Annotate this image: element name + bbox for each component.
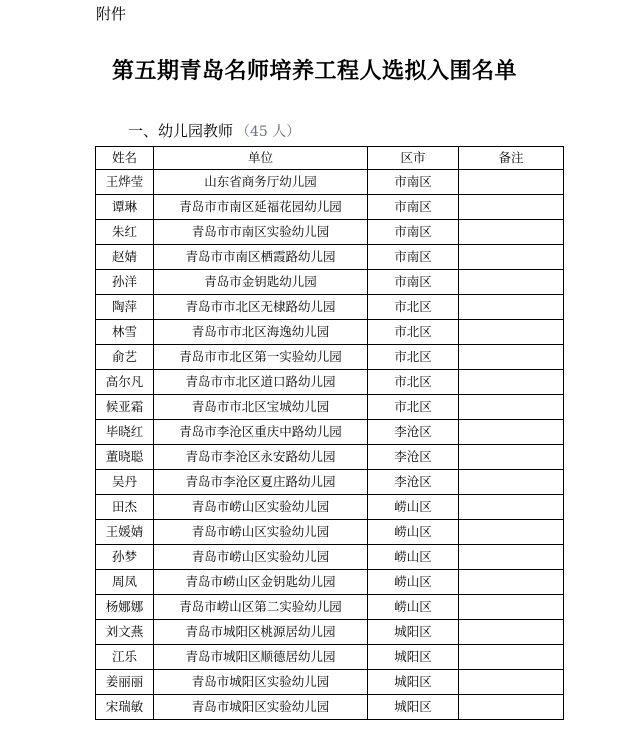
cell-unit: 青岛市崂山区金钥匙幼儿园 (154, 570, 368, 595)
cell-remarks (459, 545, 564, 570)
cell-district: 市南区 (368, 245, 459, 270)
cell-unit: 青岛市城阳区顺德居幼儿园 (154, 645, 368, 670)
table-row (96, 270, 564, 295)
cell-unit: 山东省商务厅幼儿园 (154, 170, 368, 195)
cell-remarks (459, 620, 564, 645)
section-heading-text: 一、幼儿园教师 (128, 122, 234, 140)
cell-remarks (459, 420, 564, 445)
cell-name: 高尔凡 (96, 370, 154, 395)
cell-district: 城阳区 (368, 645, 459, 670)
cell-district: 崂山区 (368, 545, 459, 570)
header-unit: 单位 (154, 147, 368, 170)
table-row (96, 545, 564, 570)
cell-remarks (459, 170, 564, 195)
table-row (96, 345, 564, 370)
cell-unit: 青岛市李沧区夏庄路幼儿园 (154, 470, 368, 495)
cell-district: 城阳区 (368, 620, 459, 645)
cell-district: 李沧区 (368, 445, 459, 470)
cell-unit: 青岛市市南区栖霞路幼儿园 (154, 245, 368, 270)
table-row (96, 320, 564, 345)
table-row (96, 470, 564, 495)
cell-district: 市南区 (368, 170, 459, 195)
cell-remarks (459, 570, 564, 595)
cell-unit: 青岛市崂山区第二实验幼儿园 (154, 595, 368, 620)
cell-remarks (459, 670, 564, 695)
cell-remarks (459, 320, 564, 345)
table-row (96, 620, 564, 645)
cell-name: 赵婧 (96, 245, 154, 270)
table-row (96, 245, 564, 270)
table-header-row (96, 147, 564, 170)
cell-name: 孙洋 (96, 270, 154, 295)
cell-district: 市北区 (368, 320, 459, 345)
cell-district: 李沧区 (368, 420, 459, 445)
table-row (96, 395, 564, 420)
cell-remarks (459, 645, 564, 670)
cell-unit: 青岛市崂山区实验幼儿园 (154, 545, 368, 570)
cell-district: 市南区 (368, 270, 459, 295)
table-row (96, 570, 564, 595)
cell-name: 田杰 (96, 495, 154, 520)
cell-remarks (459, 220, 564, 245)
cell-remarks (459, 495, 564, 520)
table-row (96, 170, 564, 195)
cell-name: 孙梦 (96, 545, 154, 570)
cell-district: 崂山区 (368, 495, 459, 520)
table-row (96, 495, 564, 520)
cell-remarks (459, 370, 564, 395)
cell-district: 市北区 (368, 345, 459, 370)
cell-remarks (459, 695, 564, 720)
cell-unit: 青岛市市南区实验幼儿园 (154, 220, 368, 245)
cell-district: 城阳区 (368, 695, 459, 720)
section-count: （45 人） (236, 124, 301, 140)
cell-remarks (459, 345, 564, 370)
cell-district: 市北区 (368, 295, 459, 320)
section-heading (128, 121, 300, 142)
header-remarks: 备注 (459, 147, 564, 170)
cell-unit: 青岛市市北区道口路幼儿园 (154, 370, 368, 395)
table-row (96, 695, 564, 720)
attachment-label: 附件 (96, 5, 127, 23)
cell-name: 江乐 (96, 645, 154, 670)
cell-district: 市南区 (368, 195, 459, 220)
cell-remarks (459, 195, 564, 220)
cell-name: 毕晓红 (96, 420, 154, 445)
cell-name: 董晓聪 (96, 445, 154, 470)
cell-unit: 青岛市城阳区实验幼儿园 (154, 670, 368, 695)
cell-name: 候亚霜 (96, 395, 154, 420)
cell-unit: 青岛市市北区第一实验幼儿园 (154, 345, 368, 370)
cell-name: 朱红 (96, 220, 154, 245)
roster-table (95, 146, 564, 720)
cell-unit: 青岛市崂山区实验幼儿园 (154, 495, 368, 520)
cell-name: 吴丹 (96, 470, 154, 495)
cell-district: 城阳区 (368, 670, 459, 695)
cell-district: 市北区 (368, 370, 459, 395)
cell-unit: 青岛市李沧区重庆中路幼儿园 (154, 420, 368, 445)
header-name: 姓名 (96, 147, 154, 170)
cell-remarks (459, 445, 564, 470)
cell-name: 姜丽丽 (96, 670, 154, 695)
cell-name: 谭琳 (96, 195, 154, 220)
cell-district: 崂山区 (368, 570, 459, 595)
cell-name: 陶萍 (96, 295, 154, 320)
cell-name: 宋瑞敏 (96, 695, 154, 720)
cell-district: 李沧区 (368, 470, 459, 495)
header-district: 区市 (368, 147, 459, 170)
table-row (96, 370, 564, 395)
table-row (96, 645, 564, 670)
table-row (96, 295, 564, 320)
cell-remarks (459, 520, 564, 545)
cell-unit: 青岛市市北区海逸幼儿园 (154, 320, 368, 345)
cell-remarks (459, 595, 564, 620)
table-row (96, 420, 564, 445)
cell-unit: 青岛市市北区宝城幼儿园 (154, 395, 368, 420)
cell-name: 林雪 (96, 320, 154, 345)
cell-district: 市北区 (368, 395, 459, 420)
cell-unit: 青岛市金钥匙幼儿园 (154, 270, 368, 295)
cell-district: 崂山区 (368, 520, 459, 545)
cell-name: 周凤 (96, 570, 154, 595)
cell-remarks (459, 470, 564, 495)
cell-name: 杨娜娜 (96, 595, 154, 620)
table-row (96, 220, 564, 245)
cell-unit: 青岛市李沧区永安路幼儿园 (154, 445, 368, 470)
cell-remarks (459, 295, 564, 320)
table-row (96, 445, 564, 470)
cell-district: 崂山区 (368, 595, 459, 620)
cell-unit: 青岛市市北区无棣路幼儿园 (154, 295, 368, 320)
cell-remarks (459, 245, 564, 270)
table-row (96, 195, 564, 220)
cell-name: 俞艺 (96, 345, 154, 370)
cell-unit: 青岛市市南区延福花园幼儿园 (154, 195, 368, 220)
cell-name: 刘文燕 (96, 620, 154, 645)
cell-remarks (459, 270, 564, 295)
cell-district: 市南区 (368, 220, 459, 245)
table-row (96, 670, 564, 695)
cell-remarks (459, 395, 564, 420)
cell-name: 王烨莹 (96, 170, 154, 195)
cell-unit: 青岛市崂山区实验幼儿园 (154, 520, 368, 545)
table-row (96, 595, 564, 620)
document-title: 第五期青岛名师培养工程人选拟入围名单 (111, 58, 517, 84)
table-row (96, 520, 564, 545)
cell-name: 王媛婧 (96, 520, 154, 545)
cell-unit: 青岛市城阳区实验幼儿园 (154, 695, 368, 720)
cell-unit: 青岛市城阳区桃源居幼儿园 (154, 620, 368, 645)
table-body (96, 170, 564, 720)
